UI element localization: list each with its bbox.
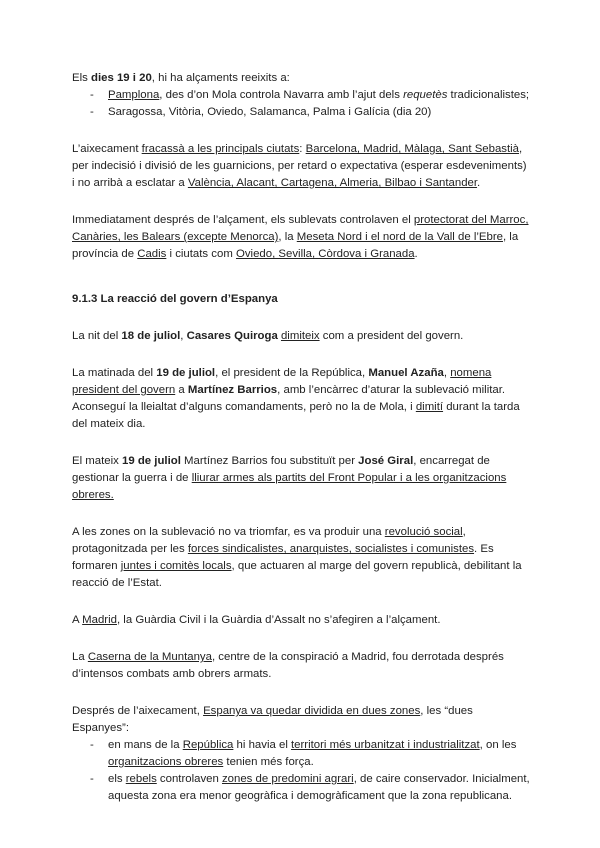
paragraph-azana: La matinada del 19 de juliol, el president de la República, Manuel Azaña, nomena president del govern a Martínez Barrios, amb l’encàrrec d’aturar la sublevació militar. Aconseguí la lleialtat d’alguns comandaments, però no la de Mola, i dimití durant la tarda del mateix dia. [72, 367, 520, 430]
uprisings-list [72, 87, 532, 121]
paragraph-revolution: A les zones on la sublevació no va triomfar, es va produir una revolució social, protagonitzada per les forces sindicalistes, anarquistes, socialistes i comunistes. Es formaren juntes i comitès locals, que actuaren al marge del govern republicà, debilitant la reacció de l’Estat. [72, 526, 522, 589]
list-item: - en mans de la República hi havia el territori més urbanitzat i industrialitzat, on les organitzacions obreres tenien més força. [72, 737, 532, 771]
paragraph-caserna: La Caserna de la Muntanya, centre de la conspiració a Madrid, fou derrotada després d’intensos combats amb obrers armats. [72, 651, 504, 680]
paragraph-uprisings: Els dies 19 i 20, hi ha alçaments reeixits a: [72, 72, 290, 84]
paragraph-control: Immediatament després de l’alçament, els sublevats controlaven el protectorat del Marroc, Canàries, les Balears (excepte Menorca), la Meseta Nord i el nord de la Vall de l’Ebre, la província de Cadis i ciutats com Oviedo, Sevilla, Còrdova i Granada. [72, 214, 529, 260]
paragraph-giral: El mateix 19 de juliol Martínez Barrios fou substituït per José Giral, encarregat de gestionar la guerra i de lliurar armes als partits del Front Popular i a les organitzacions obreres. [72, 455, 507, 501]
list-item: - Saragossa, Vitòria, Oviedo, Salamanca, Palma i Galícia (dia 20) [72, 104, 532, 121]
paragraph-madrid: A Madrid, la Guàrdia Civil i la Guàrdia d’Assalt no s’afegiren a l’alçament. [72, 614, 441, 626]
list-item: - els rebels controlaven zones de predomini agrari, de caire conservador. Inicialment, aquesta zona era menor geogràfica i demogràficament que la zona republicana. [72, 771, 532, 805]
paragraph-division: Després de l’aixecament, Espanya va quedar dividida en dues zones, les “dues Espanyes”: [72, 705, 473, 734]
document-body [72, 70, 532, 805]
list-item: - Pamplona, des d’on Mola controla Navarra amb l’ajut dels requetès tradicionalistes; [72, 87, 532, 104]
paragraph-resignation: La nit del 18 de juliol, Casares Quiroga dimiteix com a president del govern. [72, 330, 464, 342]
section-heading: 9.1.3 La reacció del govern d’Espanya [72, 293, 278, 305]
paragraph-failure: L’aixecament fracassà a les principals ciutats: Barcelona, Madrid, Màlaga, Sant Sebastià, per indecisió i divisió de les guarnicions, per retard o expectativa (esperar esdeveniments) i no arribà a esclatar a València, Alacant, Cartagena, Almeria, Bilbao i Santander. [72, 143, 527, 189]
division-list [72, 737, 532, 805]
